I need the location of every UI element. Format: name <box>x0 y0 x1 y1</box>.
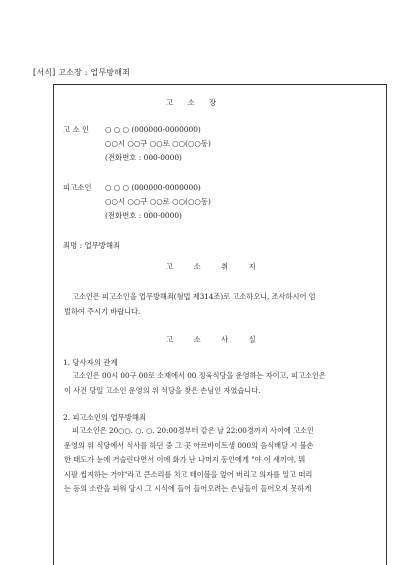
section1-paragraph <box>64 369 326 398</box>
section2-title: 2. 피고소인의 업무방해죄 <box>63 413 147 422</box>
purpose-heading: 고 소 취 지 <box>166 262 265 271</box>
defendant-label: 피고소인 <box>63 183 92 192</box>
section2-line: 한 태도가 눈에 거슬린다면서 이에 화가 난 나머지 동인에게 "야 이 새끼야, 뭐 <box>64 455 306 465</box>
section1-title: 1. 당사자의 관계 <box>63 358 118 367</box>
defendant-phone: (전화번호 : 000-0000) <box>105 211 182 220</box>
complainant-address: ○○시 ○○구 ○○로 ○○(○○동) <box>105 139 211 148</box>
section1-line: 고소인은 00시 00구 00로 소재에서 00 정육식당을 운영하는 자이고, 피고소인은 <box>72 371 326 380</box>
defendant-address: ○○시 ○○구 ○○로 ○○(○○동) <box>105 197 211 206</box>
document-title: 고 소 장 <box>166 98 223 107</box>
charge-line: 죄명 : 업무방해죄 <box>63 241 121 250</box>
section2-line: 운영의 위 식당에서 식사를 하던 중 그 곳 아르바이트생 000의 음식배달 시 불손 <box>64 440 314 450</box>
section2-line: 피고소인은 20○○. ○. ○. 20:00경부터 같은 날 22:00경까지 사이에 고소인 <box>72 426 314 435</box>
complainant-label: 고 소 인 <box>63 125 90 134</box>
purpose-line: 벌하여 주시기 바랍니다. <box>64 306 141 316</box>
defendant-name: ○ ○ ○ (000000-0000000) <box>105 183 201 192</box>
purpose-line: 고소인은 피고소인을 업무방해죄(형법 제314조)로 고소하오니, 조사하시어 엄 <box>72 292 316 301</box>
complaint-form <box>53 84 387 565</box>
section1-line: 이 사건 당일 고소인 운영의 위 식당을 찾은 손님인 자였습니다. <box>64 385 261 395</box>
purpose-paragraph <box>64 290 316 319</box>
section2-line: 시팔 씹지하는 거야"라고 큰소리를 치고 테이블을 엎어 버리고 의자를 밀고 떠리 <box>64 469 313 479</box>
section2-line: 는 등의 소란을 피워 당시 그 시식에 들어 들어오려는 손님들이 들어오지 못하게 <box>64 484 312 494</box>
section2-paragraph <box>64 424 314 497</box>
document-caption: [서식] 고소장 : 업무방해죄 <box>33 68 131 77</box>
complainant-phone: (전화번호 : 000-0000) <box>105 153 182 162</box>
complainant-name: ○ ○ ○ (000000-0000000) <box>105 125 201 134</box>
facts-heading: 고 소 사 실 <box>166 335 265 344</box>
